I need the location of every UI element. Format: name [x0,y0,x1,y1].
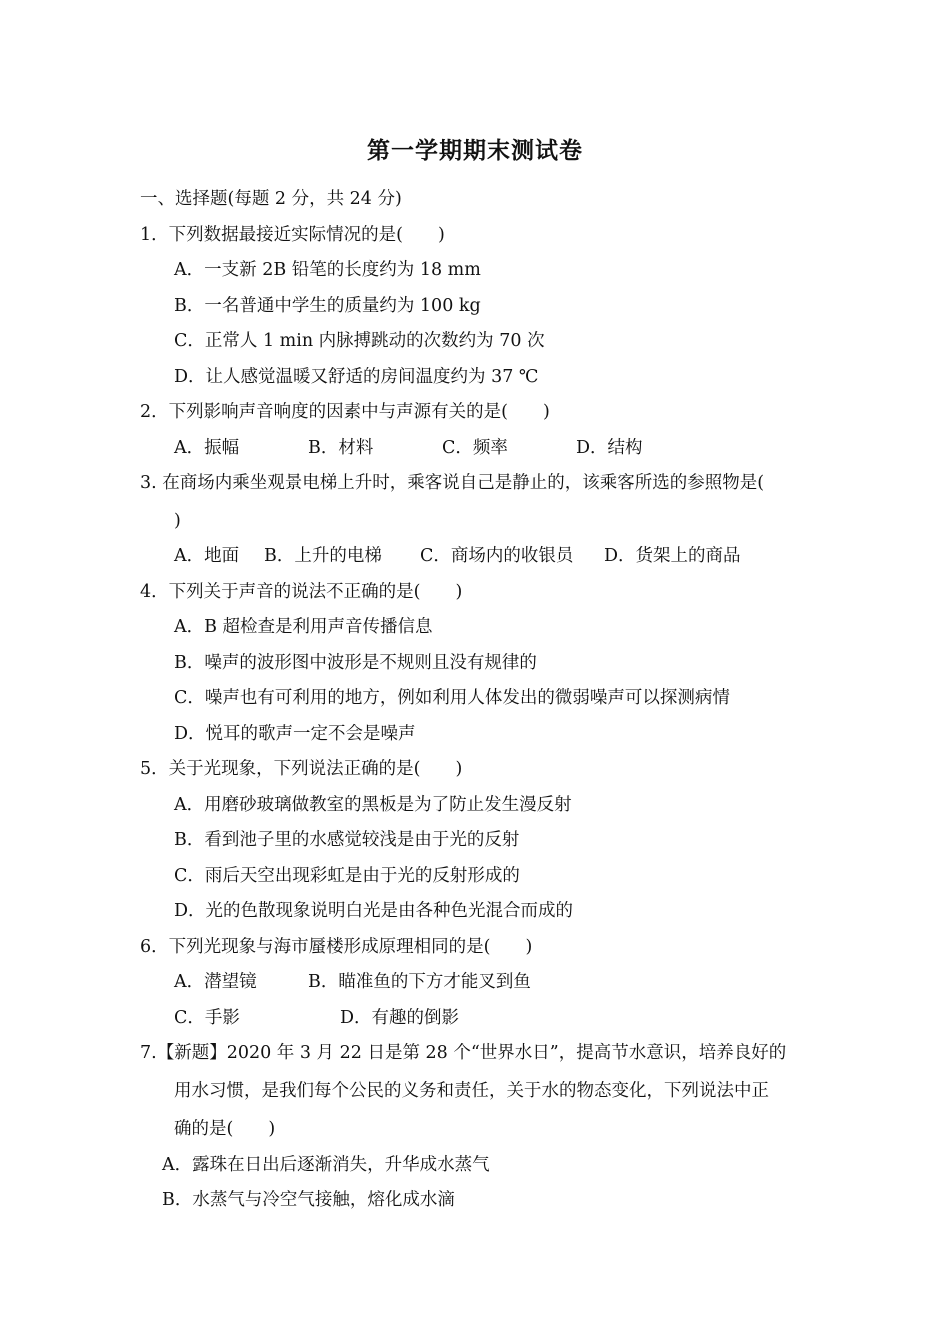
question-5-stem: 5．关于光现象，下列说法正确的是( ) [140,759,463,779]
question-6-option-b: B．瞄准鱼的下方才能叉到鱼 [308,972,531,992]
question-7-stem-line-2: 用水习惯，是我们每个公民的义务和责任，关于水的物态变化，下列说法中正 [174,1081,769,1101]
question-1-option-b: B．一名普通中学生的质量约为 100 kg [174,296,481,316]
question-3-option-d: D．货架上的商品 [604,546,741,566]
question-7-option-b: B．水蒸气与冷空气接触，熔化成水滴 [162,1190,455,1210]
question-4-stem: 4．下列关于声音的说法不正确的是( ) [140,582,463,602]
question-3-option-b: B．上升的电梯 [264,546,382,566]
question-6-options-row-1 [174,970,531,994]
question-1-option-c: C．正常人 1 min 内脉搏跳动的次数约为 70 次 [174,331,545,351]
question-1-option-a: A．一支新 2B 铅笔的长度约为 18 mm [174,260,481,280]
question-2-option-c: C．频率 [442,438,508,458]
question-6-option-c: C．手影 [174,1008,240,1028]
question-4-option-c: C．噪声也有可利用的地方，例如利用人体发出的微弱噪声可以探测病情 [174,688,730,708]
section-heading: 一、选择题(每题 2 分，共 24 分) [140,189,402,209]
question-3-option-c: C．商场内的收银员 [420,546,574,566]
question-2-option-d: D．结构 [576,438,643,458]
question-5-option-a: A．用磨砂玻璃做教室的黑板是为了防止发生漫反射 [174,795,572,815]
question-2-stem: 2．下列影响声音响度的因素中与声源有关的是( ) [140,402,550,422]
page-title: 第一学期期末测试卷 [367,138,583,164]
question-7-stem-line-3: 确的是( ) [174,1119,276,1139]
question-1-stem: 1．下列数据最接近实际情况的是( ) [140,225,445,245]
question-2-option-a: A．振幅 [174,438,240,458]
question-2-option-b: B．材料 [308,438,374,458]
question-4-option-d: D．悦耳的歌声一定不会是噪声 [174,724,416,744]
question-1-option-d: D．让人感觉温暖又舒适的房间温度约为 37 ℃ [174,367,539,387]
question-4-option-b: B．噪声的波形图中波形是不规则且没有规律的 [174,653,537,673]
question-5-option-c: C．雨后天空出现彩虹是由于光的反射形成的 [174,866,520,886]
question-3-options [174,544,741,568]
question-5-option-d: D．光的色散现象说明白光是由各种色光混合而成的 [174,901,574,921]
question-6-stem: 6．下列光现象与海市蜃楼形成原理相同的是( ) [140,937,533,957]
question-3-stem-continued: ) [174,511,181,531]
question-3-option-a: A．地面 [174,546,240,566]
question-6-option-a: A．潜望镜 [174,972,257,992]
question-7-option-a: A．露珠在日出后逐渐消失，升华成水蒸气 [162,1155,490,1175]
question-4-option-a: A．B 超检查是利用声音传播信息 [174,617,433,637]
question-5-option-b: B．看到池子里的水感觉较浅是由于光的反射 [174,830,520,850]
question-2-options [174,436,643,460]
question-3-stem: 3. 在商场内乘坐观景电梯上升时，乘客说自己是静止的，该乘客所选的参照物是( [140,473,765,493]
question-7-stem: 7.【新题】2020 年 3 月 22 日是第 28 个“世界水日”，提高节水意识，培养良好的 [140,1043,787,1063]
question-6-option-d: D．有趣的倒影 [340,1008,460,1028]
question-6-options-row-2 [174,1006,459,1030]
